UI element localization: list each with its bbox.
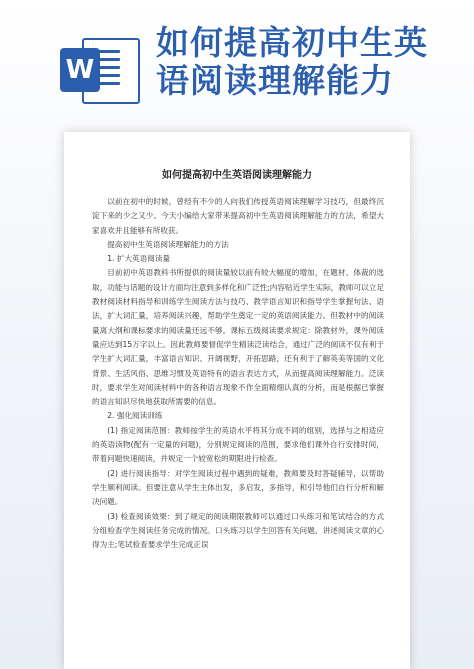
paragraph-reading-volume: 目前初中英语教科书所提供的阅读量较以前有较大幅度的增加，在题材、体裁的选取，功能与话题的设计方面均注意到多样化和广泛性;内容贴近学生实际，教师可以立足教材阅读材料指导和训练学生阅读方法与技巧、教学语言知识和指导学生掌握句法、语法，扩大词汇量，培养阅读兴趣，帮助学生奠定一定的英语阅读能力。但教材中的阅读量离大纲和课标要求的阅读量还远不够。课标五级阅读要求规定：除教材外，课外阅读量应达到15万字以上。因此教师要督促学生精读泛读结合，通过广泛的阅读不仅有利于学生扩大词汇量，丰富语言知识、开阔视野，开拓思路，还有利于了解英美等国的文化背景、生活风俗、思维习惯及英语特有的语言表达方式，从而提高阅读理解能力。泛读时，要求学生对阅读材料中的各种语言现象不作全面精细认真的分析，而是根据已掌握的语言知识尽快地获取所需要的信息。	[92, 268, 384, 407]
section-heading-2: 2. 强化阅读训练	[107, 411, 163, 421]
paragraph-step-2: (2) 进行阅读指导：对学生阅读过程中遇到的疑难，教师要及时答疑辅导，以帮助学生顺利阅读。但要注意从学生主体出发，多启发，多指导，和引导他们自行分析和解决问题。	[92, 468, 384, 507]
header-banner	[0, 0, 474, 112]
banner-title	[156, 24, 456, 100]
paragraph-heading: 提高初中生英语阅读理解能力的方法	[107, 239, 229, 249]
bottom-fade	[64, 609, 410, 669]
paragraph-step-1: (1) 指定阅读范围：教师按学生的英语水平将其分成不同的组别，选择与之相适应的英语读物(配有一定量的问题)，分别规定阅读的范围，要求他们课外自行安排时间，带着问题快速阅读，并规定一个较宽松的期限进行检查。	[92, 425, 384, 464]
paragraph-intro: 以前在初中的时候，曾经有不少的人向我们传授英语阅读理解学习技巧，但最终沉淀下来的少之又少。今天小编给大家带来提高初中生英语阅读理解能力的方法，希望大家喜欢并且能够有所收获。	[92, 197, 384, 235]
word-document-icon	[60, 36, 138, 102]
paragraph-step-3: (3) 检查阅读效果：到了规定的阅读期限教师可以通过口头练习和笔试结合的方式分组检查学生阅读任务完成的情况。口头练习以学生回答有关问题、讲述阅读文章的心得为主;笔试检查要求学生完成正误	[92, 511, 384, 550]
banner-title-line-2: 语阅读理解能力	[156, 61, 394, 100]
banner-title-line-1: 如何提高初中生英	[156, 23, 428, 62]
document-body	[64, 195, 410, 552]
word-w-badge: W	[60, 48, 100, 92]
section-heading-1: 1. 扩大英语阅读量	[107, 254, 171, 264]
document-title: 如何提高初中生英语阅读理解能力	[162, 170, 312, 181]
document-preview[interactable]	[64, 132, 410, 669]
